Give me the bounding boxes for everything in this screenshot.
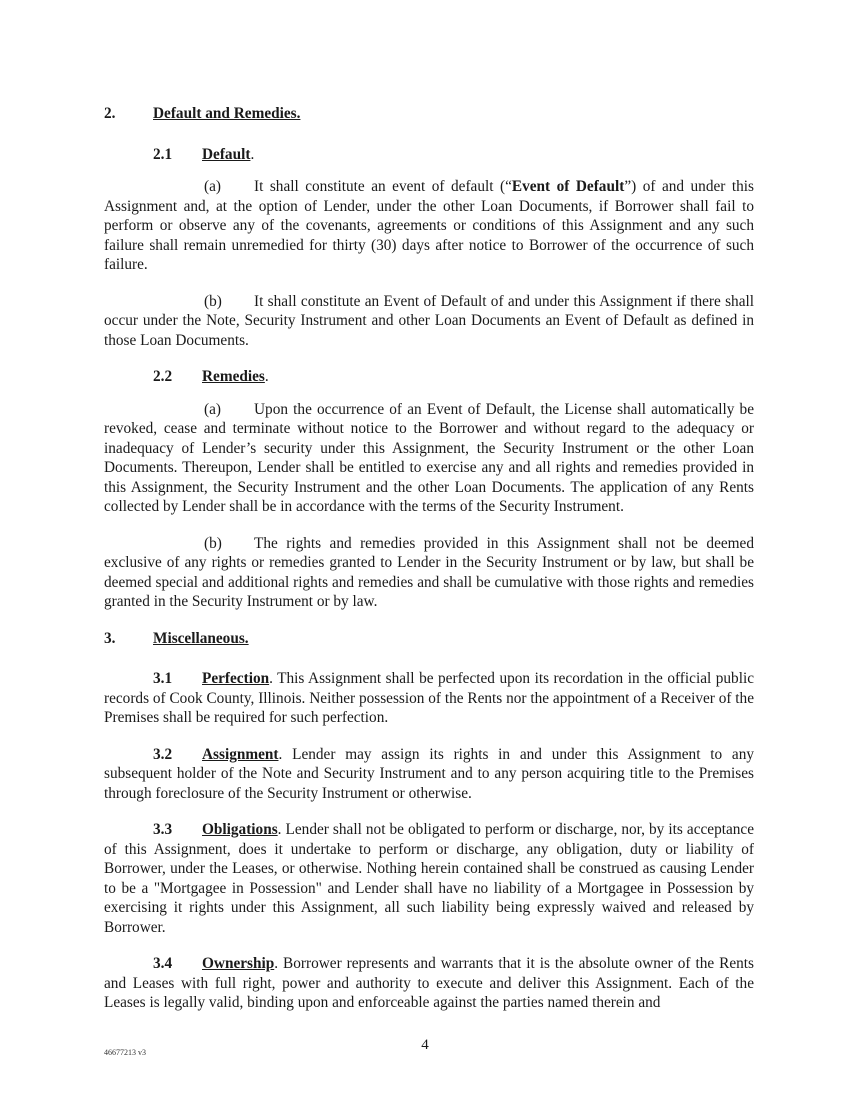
clause-text: It shall constitute an Event of Default of and under this Assignment if there shall occur under the Note, Security Instrument and other Loan Documents an Event of Default as defined in those Loan Documents. bbox=[104, 292, 754, 349]
heading-punctuation: . bbox=[250, 145, 255, 163]
subsection-number: 3.1 bbox=[153, 670, 173, 687]
paragraph-2-2-a bbox=[104, 400, 754, 517]
section-title: Default and Remedies. bbox=[153, 105, 301, 122]
section-3-heading bbox=[104, 629, 754, 649]
subsection-number: 3.3 bbox=[153, 821, 173, 838]
clause-label: (a) bbox=[204, 178, 221, 195]
subsection-title: Obligations bbox=[202, 821, 278, 838]
heading-punctuation: . bbox=[264, 368, 269, 385]
paragraph-2-1-b bbox=[104, 292, 754, 351]
subsection-number: 2.2 bbox=[153, 368, 173, 385]
clause-text: Upon the occurrence of an Event of Default, the License shall automatically be revoked, cease and terminate without notice to the Borrower and without regard to the adequacy or inadequacy of Lender’s security under this Assignment, the Security Instrument or the other Loan Documents. Thereupon, Lender shall be entitled to exercise any and all rights and remedies provided in this Assignment, the Security Instrument and the other Loan Documents. The application of any Rents collected by Lender shall be in accordance with the terms of the Security Instrument. bbox=[104, 400, 754, 515]
paragraph-3-2 bbox=[104, 745, 754, 804]
document-id-footer: 46677213 v3 bbox=[104, 1048, 146, 1057]
clause-label: (a) bbox=[204, 400, 221, 418]
clause-text: . Lender shall not be obligated to perform or discharge, nor, by its acceptance of this Assignment, does it undertake to perform or discharge, any obligation, duty or liability of Borrower, under the Leases, or otherwise. Nothing herein contained shall be construed as causing Lender to be a "Mortgagee in Possession" and Lender shall have no liability of a Mortgagee in Possession by exercising it rights under this Assignment, all such liability being expressly waived and released by Borrower. bbox=[104, 821, 754, 936]
defined-term: Event of Default bbox=[511, 178, 625, 195]
section-number: 3. bbox=[104, 629, 116, 647]
subsection-title: Perfection bbox=[202, 670, 270, 687]
paragraph-3-3 bbox=[104, 820, 754, 937]
subsection-title: Default bbox=[202, 145, 251, 163]
paragraph-2-2-b bbox=[104, 534, 754, 612]
section-number: 2. bbox=[104, 105, 116, 122]
paragraph-3-1 bbox=[104, 669, 754, 728]
clause-text: . Borrower represents and warrants that it is the absolute owner of the Rents and Leases with full right, power and authority to execute and deliver this Assignment. Each of the Leases is legally valid, binding upon and enforceable against the parties named therein and bbox=[104, 955, 754, 1011]
paragraph-2-1-a bbox=[104, 177, 754, 275]
subsection-title: Remedies bbox=[202, 368, 265, 385]
subsection-title: Assignment bbox=[202, 745, 279, 763]
subsection-number: 2.1 bbox=[153, 145, 173, 163]
clause-text: . Lender may assign its rights in and under this Assignment to any subsequent holder of the Note and Security Instrument and to any person acquiring title to the Premises through foreclosure of the Security Instrument or otherwise. bbox=[104, 745, 754, 802]
clause-text: . This Assignment shall be perfected upon its recordation in the official public records of Cook County, Illinois. Neither possession of the Rents nor the appointment of a Receiver of the Premises shall be required for such perfection. bbox=[104, 670, 754, 726]
clause-label: (b) bbox=[204, 534, 222, 552]
clause-text: ”) of and under this Assignment and, at the option of Lender, under the other Loan Documents, if Borrower shall fail to perform or observe any of the covenants, agreements or conditions of this Assignment and any such failure shall remain unremedied for thirty (30) days after notice to Borrower of the occurrence of such failure. bbox=[104, 178, 754, 273]
paragraph-3-4 bbox=[104, 954, 754, 1013]
subsection-number: 3.2 bbox=[153, 745, 173, 763]
clause-text: The rights and remedies provided in this Assignment shall not be deemed exclusive of any rights or remedies granted to Lender in the Security Instrument or by law, but shall be deemed special and additional rights and remedies and shall be cumulative with those rights and remedies granted in the Security Instrument or by law. bbox=[104, 534, 754, 610]
subsection-2-2-heading bbox=[104, 367, 754, 387]
section-2-heading bbox=[104, 104, 754, 124]
clause-label: (b) bbox=[204, 292, 222, 310]
section-title: Miscellaneous. bbox=[153, 629, 249, 647]
page-number: 4 bbox=[421, 1037, 429, 1053]
subsection-2-1-heading bbox=[104, 145, 754, 165]
clause-text: It shall constitute an event of default (“ bbox=[254, 178, 512, 195]
subsection-title: Ownership bbox=[202, 955, 275, 972]
document-body bbox=[104, 104, 754, 1030]
subsection-number: 3.4 bbox=[153, 955, 173, 972]
